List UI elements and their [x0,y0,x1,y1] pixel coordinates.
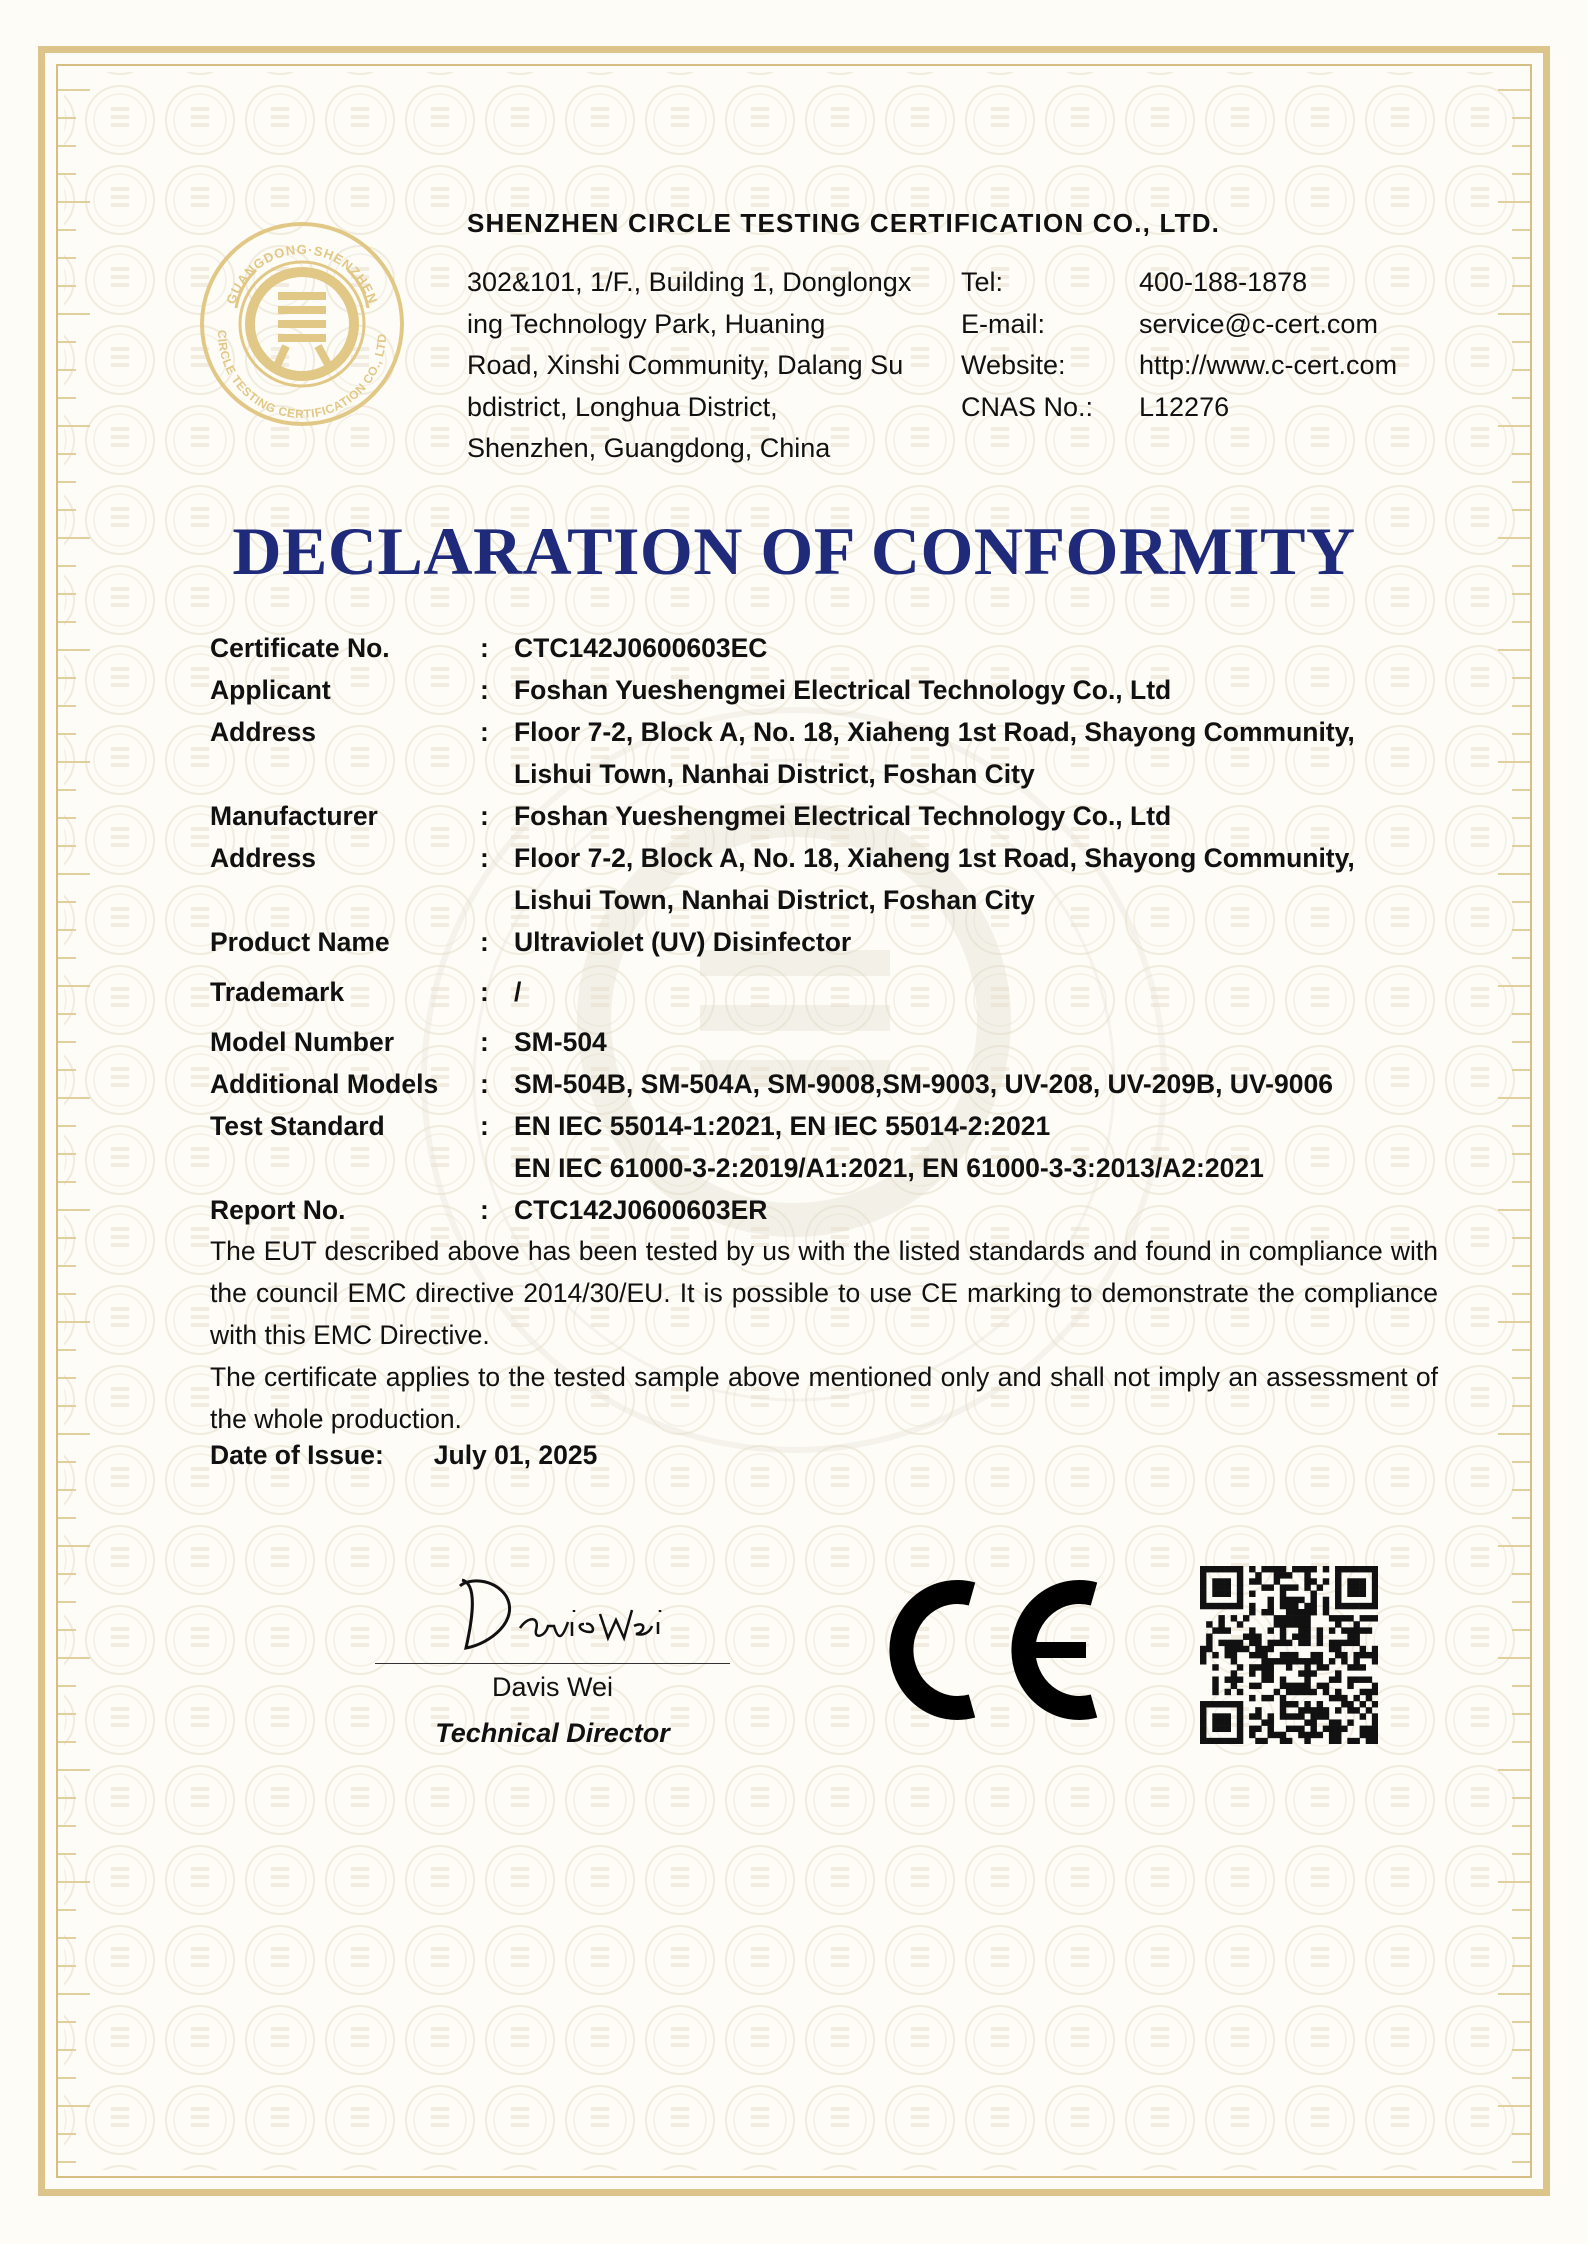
field-value-line: SM-504B, SM-504A, SM-9008,SM-9003, UV-208, UV-209B, UV-9006 [514,1069,1333,1099]
compliance-statement [210,1230,1438,1440]
field-value-line: Floor 7-2, Block A, No. 18, Xiaheng 1st Road, Shayong Community, [514,717,1355,747]
field-value-line: Floor 7-2, Block A, No. 18, Xiaheng 1st Road, Shayong Community, [514,843,1355,873]
field-value-line: Lishui Town, Nanhai District, Foshan City [514,885,1035,915]
qr-code-icon [1200,1566,1378,1744]
ce-mark-icon [880,1572,1100,1728]
field-row [210,921,1440,963]
field-colon: : [480,1027,489,1057]
contact-label-tel: Tel: [961,267,1004,297]
field-row [210,1105,1440,1189]
field-value-line: Lishui Town, Nanhai District, Foshan City [514,759,1035,789]
field-value [514,669,1440,711]
signature [450,1570,680,1660]
field-colon: : [480,717,489,747]
statement-paragraph-1: The EUT described above has been tested by us with the listed standards and found in compliance with the council EMC directive 2014/30/EU. It is possible to use CE marking to demonstrate the compliance with this EMC Directive. [210,1236,1438,1350]
field-value-line: SM-504 [514,1027,607,1057]
field-row [210,795,1440,837]
issuer-address [467,262,937,470]
field-label: Additional Models [210,1069,439,1099]
field-row [210,669,1440,711]
field-label: Applicant [210,675,331,705]
issuer-name: SHENZHEN CIRCLE TESTING CERTIFICATION CO., LTD. [467,208,1221,238]
field-label: Test Standard [210,1111,385,1141]
field-row [210,1189,1440,1231]
field-colon: : [480,801,489,831]
field-value [514,711,1440,795]
field-row [210,971,1440,1013]
field-label: Manufacturer [210,801,378,831]
contact-value-website: http://www.c-cert.com [1139,350,1398,380]
field-value [514,1189,1440,1231]
field-colon: : [480,1111,489,1141]
field-colon: : [480,927,489,957]
field-row [210,1063,1440,1105]
field-label: Certificate No. [210,633,390,663]
field-label: Product Name [210,927,390,957]
contact-value-email: service@c-cert.com [1139,308,1378,339]
field-colon: : [480,633,489,663]
field-value-line: Foshan Yueshengmei Electrical Technology Co., Ltd [514,801,1172,831]
date-of-issue [210,1440,597,1471]
field-value [514,1105,1440,1189]
address-line: bdistrict, Longhua District, [467,391,778,422]
issuer-contacts [961,262,1397,428]
field-colon: : [480,843,489,873]
field-value-line: / [514,977,522,1007]
signature-text: Davis Wei [450,1570,455,1571]
field-row [210,837,1440,921]
field-label: Address [210,717,317,747]
contact-label-cnas: CNAS No.: [961,391,1094,422]
field-value-line: Ultraviolet (UV) Disinfector [514,927,852,957]
field-value-line: CTC142J0600603EC [514,633,768,663]
field-value-line: EN IEC 61000-3-2:2019/A1:2021, EN 61000-3-3:2013/A2:2021 [514,1153,1264,1183]
address-line: ing Technology Park, Huaning [467,308,826,339]
date-of-issue-value: July 01, 2025 [433,1440,598,1470]
address-line: Road, Xinshi Community, Dalang Su [467,350,904,380]
seal-text-top: GUANGDONG·SHENZHEN [223,241,381,307]
signatory-name: Davis Wei [491,1672,614,1702]
contact-label-website: Website: [961,350,1066,380]
field-value [514,921,1440,963]
field-value [514,627,1440,669]
field-row [210,711,1440,795]
signatory-role: Technical Director [435,1718,670,1748]
address-line: 302&101, 1/F., Building 1, Donglongx [467,267,912,297]
date-of-issue-label: Date of Issue: [210,1440,384,1470]
field-colon: : [480,977,489,1007]
field-label: Address [210,843,317,873]
statement-paragraph-2: The certificate applies to the tested sample above mentioned only and shall not imply an assessment of the whole production. [210,1362,1438,1434]
signature-line [375,1663,730,1664]
field-value [514,837,1440,921]
field-value [514,1063,1440,1105]
field-colon: : [480,1195,489,1225]
field-value-line: Foshan Yueshengmei Electrical Technology Co., Ltd [514,675,1172,705]
field-row [210,627,1440,669]
contact-label-email: E-mail: [961,308,1046,339]
field-label: Model Number [210,1027,395,1057]
document-title: DECLARATION OF CONFORMITY [232,513,1356,589]
field-label: Trademark [210,977,345,1007]
field-colon: : [480,1069,489,1099]
contact-value-tel: 400-188-1878 [1139,267,1308,297]
field-row [210,1021,1440,1063]
field-label: Report No. [210,1195,346,1225]
seal-text-bottom: CIRCLE TESTING CERTIFICATION CO., LTD [214,329,390,422]
address-line: Shenzhen, Guangdong, China [467,433,831,463]
field-colon: : [480,675,489,705]
contact-value-cnas: L12276 [1139,391,1230,422]
field-value [514,795,1440,837]
certificate-fields [210,627,1440,1231]
field-value-line: EN IEC 55014-1:2021, EN IEC 55014-2:2021 [514,1111,1051,1141]
company-seal [196,218,408,430]
field-value-line: CTC142J0600603ER [514,1195,768,1225]
field-value [514,971,1440,1013]
field-value [514,1021,1440,1063]
